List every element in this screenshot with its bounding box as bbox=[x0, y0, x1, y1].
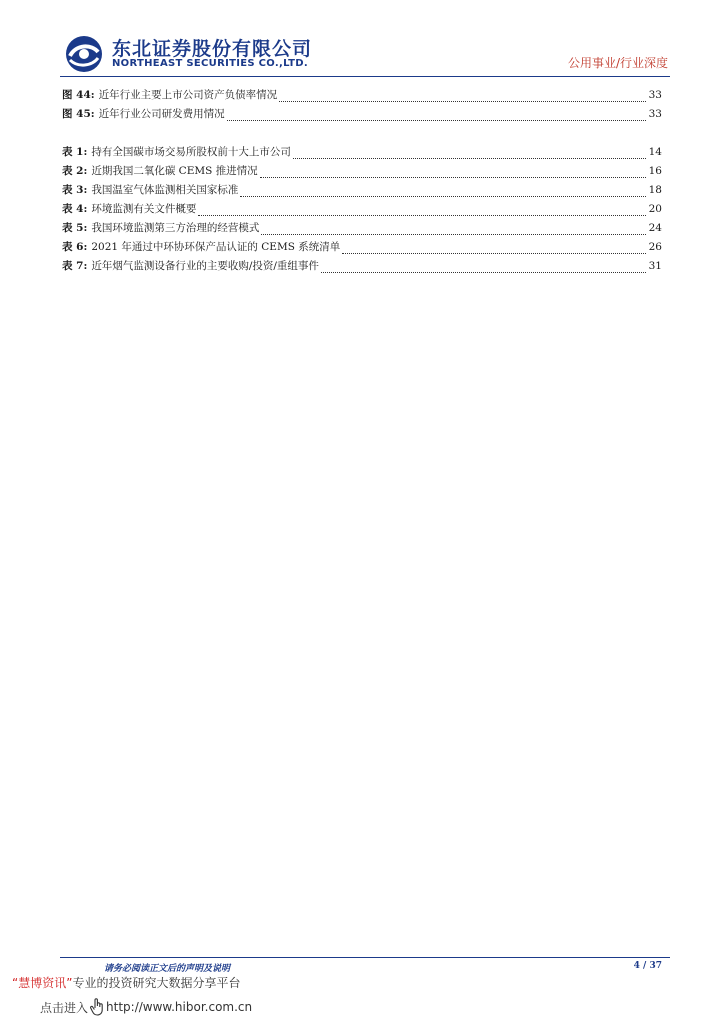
toc-leader bbox=[279, 92, 646, 102]
toc-title: 我国环境监测第三方治理的经营模式 bbox=[91, 222, 260, 234]
footer-divider bbox=[60, 957, 670, 958]
watermark-quote-close: ” bbox=[66, 976, 73, 990]
toc-title: 持有全国碳市场交易所股权前十大上市公司 bbox=[91, 146, 291, 158]
toc-entry[interactable] bbox=[62, 181, 662, 200]
toc-entry[interactable] bbox=[62, 238, 662, 257]
toc-entry[interactable] bbox=[62, 257, 662, 276]
toc-entry[interactable] bbox=[62, 105, 662, 124]
toc-leader bbox=[293, 149, 646, 159]
toc-page: 26 bbox=[648, 241, 662, 253]
toc-label: 表 2: bbox=[62, 165, 88, 177]
company-logo-icon bbox=[64, 34, 104, 74]
disclaimer-note: 请务必阅读正文后的声明及说明 bbox=[104, 964, 231, 974]
toc-label: 表 6: bbox=[62, 241, 88, 253]
page-header bbox=[60, 30, 670, 78]
watermark-slogan: 专业的投资研究大数据分享平台 bbox=[72, 976, 241, 990]
hibor-link[interactable]: http://www.hibor.com.cn bbox=[106, 1000, 253, 1014]
toc-label: 图 44: bbox=[62, 89, 95, 101]
toc-entry[interactable] bbox=[62, 162, 662, 181]
toc-page: 16 bbox=[648, 165, 662, 177]
company-name-cn: 东北证券股份有限公司 bbox=[112, 38, 313, 60]
toc-title: 近年行业主要上市公司资产负债率情况 bbox=[98, 89, 278, 101]
toc-entry[interactable] bbox=[62, 200, 662, 219]
toc-title: 我国温室气体监测相关国家标准 bbox=[91, 184, 239, 196]
toc-entry[interactable] bbox=[62, 219, 662, 238]
watermark-tagline bbox=[12, 974, 240, 991]
toc-page: 33 bbox=[648, 108, 662, 120]
toc-page: 14 bbox=[648, 146, 662, 158]
watermark-quote-open: “ bbox=[12, 976, 19, 990]
toc-leader bbox=[261, 225, 646, 235]
toc-leader bbox=[260, 168, 646, 178]
toc-entry[interactable] bbox=[62, 86, 662, 105]
toc-label: 表 5: bbox=[62, 222, 88, 234]
toc-label: 表 7: bbox=[62, 260, 88, 272]
toc-entry[interactable] bbox=[62, 143, 662, 162]
toc-leader bbox=[227, 111, 646, 121]
toc-page: 20 bbox=[648, 203, 662, 215]
toc-title: 近年烟气监测设备行业的主要收购/投资/重组事件 bbox=[91, 260, 319, 272]
toc-label: 表 1: bbox=[62, 146, 88, 158]
toc-title: 环境监测有关文件概要 bbox=[91, 203, 197, 215]
header-divider bbox=[60, 76, 670, 77]
table-toc-list bbox=[62, 143, 662, 276]
toc-title: 2021 年通过中环协环保产品认证的 CEMS 系统清单 bbox=[91, 241, 341, 253]
watermark-brand: 慧博资讯 bbox=[18, 976, 67, 990]
toc-label: 表 3: bbox=[62, 184, 88, 196]
pointer-hand-icon bbox=[90, 998, 104, 1016]
toc-label: 表 4: bbox=[62, 203, 88, 215]
toc-page: 33 bbox=[648, 89, 662, 101]
figure-toc-list bbox=[62, 86, 662, 124]
report-category: 公用事业/行业深度 bbox=[567, 56, 668, 70]
company-name-en: NORTHEAST SECURITIES CO.,LTD. bbox=[112, 58, 308, 69]
click-text: 点击进入 bbox=[40, 1000, 89, 1015]
toc-page: 24 bbox=[648, 222, 662, 234]
toc-title: 近年行业公司研发费用情况 bbox=[98, 108, 225, 120]
watermark-link-row[interactable] bbox=[40, 998, 252, 1016]
toc-page: 18 bbox=[648, 184, 662, 196]
toc-leader bbox=[240, 187, 646, 197]
page-number: 4 / 37 bbox=[633, 961, 662, 971]
toc-page: 31 bbox=[648, 260, 662, 272]
toc-leader bbox=[321, 263, 646, 273]
toc-label: 图 45: bbox=[62, 108, 95, 120]
toc-title: 近期我国二氧化碳 CEMS 推进情况 bbox=[91, 165, 258, 177]
toc-leader bbox=[342, 244, 646, 254]
toc-leader bbox=[198, 206, 646, 216]
